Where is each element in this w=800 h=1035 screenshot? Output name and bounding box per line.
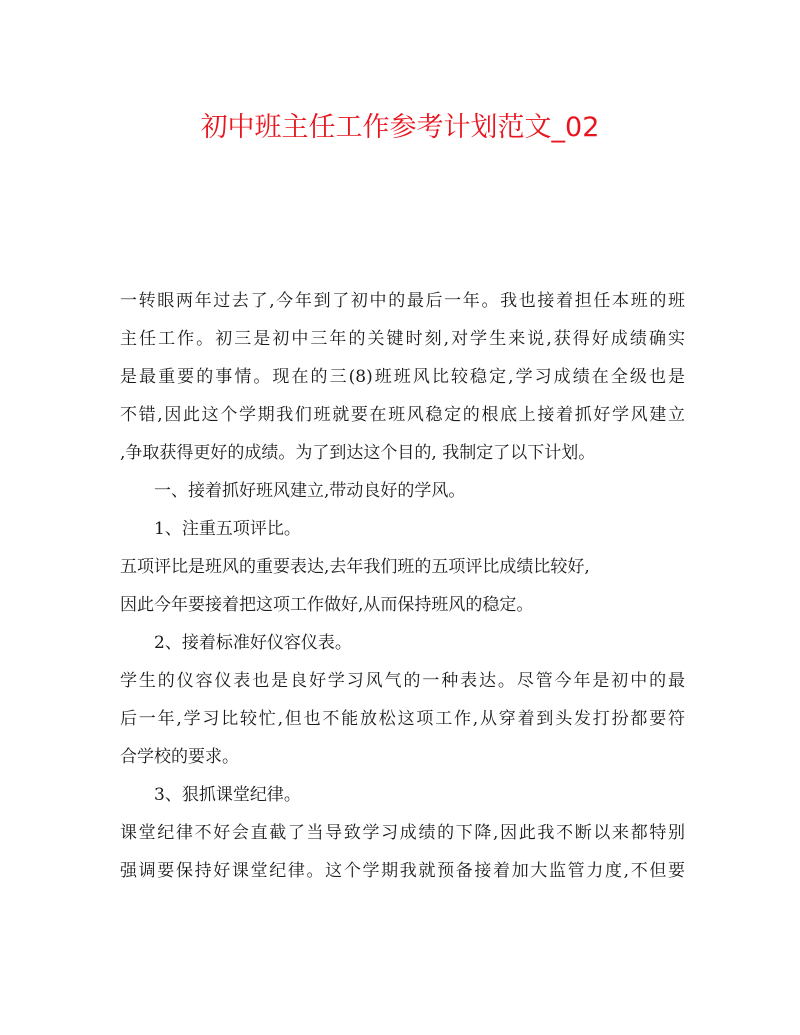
- document-title: 初中班主任工作参考计划范文_02: [200, 112, 600, 143]
- subsection-heading: 1、注重五项评比。: [154, 519, 301, 539]
- document-body: [120, 282, 685, 890]
- paragraph-line: 学生的仪容仪表也是良好学习风气的一种表达。尽管今年是初中的最: [120, 671, 685, 691]
- paragraph-line: 是最重要的事情。现在的三(8)班班风比较稳定,学习成绩在全级也是: [120, 367, 685, 387]
- paragraph-line: 课堂纪律不好会直截了当导致学习成绩的下降,因此我不断以来都特别: [120, 823, 685, 843]
- subsection-heading: 2、接着标准好仪容仪表。: [154, 633, 352, 653]
- paragraph-line: 合学校的要求。: [120, 747, 239, 767]
- paragraph-line: 主任工作。初三是初中三年的关键时刻,对学生来说,获得好成绩确实: [120, 329, 685, 349]
- paragraph-line: 后一年,学习比较忙,但也不能放松这项工作,从穿着到头发打扮都要符: [120, 709, 685, 729]
- paragraph-line: 强调要保持好课堂纪律。这个学期我就预备接着加大监管力度,不但要: [120, 861, 685, 881]
- paragraph-line: ,争取获得更好的成绩。为了到达这个目的, 我制定了以下计划。: [120, 443, 596, 463]
- section-heading: 一、接着抓好班风建立,带动良好的学风。: [154, 481, 466, 501]
- paragraph-line: 一转眼两年过去了,今年到了初中的最后一年。我也接着担任本班的班: [120, 291, 685, 311]
- paragraph-line: 五项评比是班风的重要表达,去年我们班的五项评比成绩比较好,: [120, 557, 590, 577]
- subsection-heading: 3、狠抓课堂纪律。: [154, 785, 301, 805]
- paragraph-line: 因此今年要接着把这项工作做好,从而保持班风的稳定。: [120, 595, 534, 615]
- paragraph-line: 不错,因此这个学期我们班就要在班风稳定的根底上接着抓好学风建立: [120, 405, 685, 425]
